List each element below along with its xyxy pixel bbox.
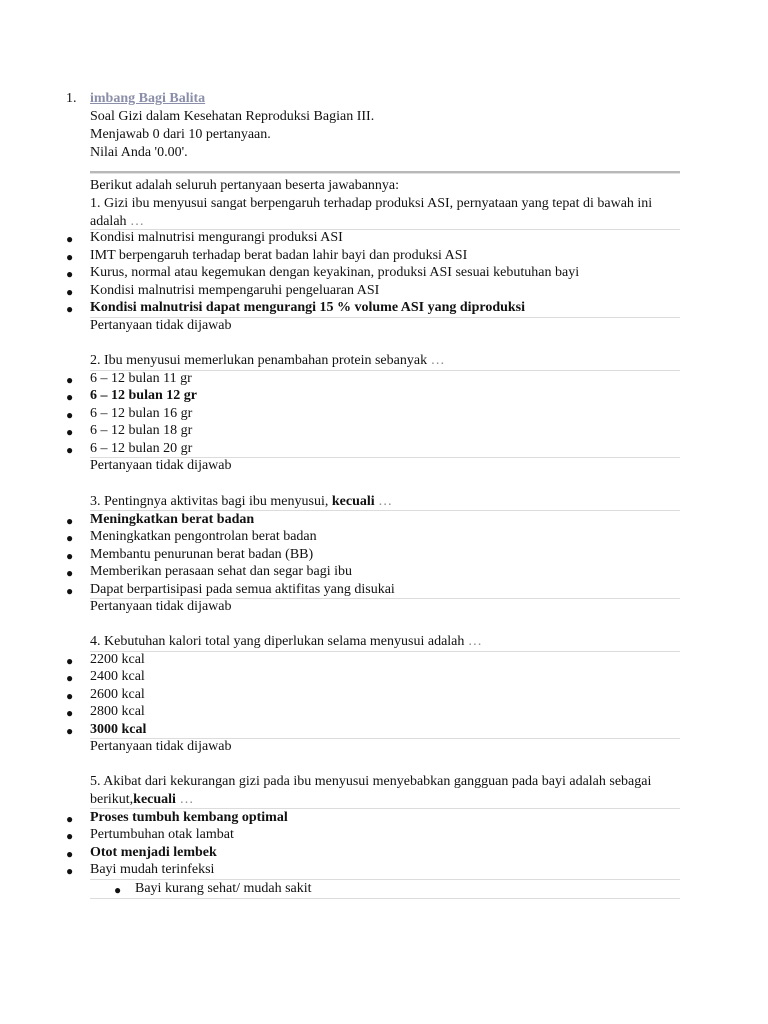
bullet-icon: ● bbox=[66, 232, 74, 246]
bullet-icon: ● bbox=[66, 531, 74, 545]
quiz-title-link[interactable]: imbang Bagi Balita bbox=[90, 91, 206, 106]
bullet-icon: ● bbox=[66, 654, 74, 668]
quiz-subtitle: Soal Gizi dalam Kesehatan Reproduksi Bagian III. bbox=[90, 109, 375, 124]
divider bbox=[90, 651, 680, 652]
question-1-text: 1. Gizi ibu menyusui sangat berpengaruh terhadap produksi ASI, pernyataan yang tepat di bawah ini adalah … bbox=[90, 196, 653, 229]
answer-option[interactable]: 6 – 12 bulan 11 gr bbox=[90, 371, 192, 386]
bullet-icon: ● bbox=[66, 706, 74, 720]
unanswered-status: Pertanyaan tidak dijawab bbox=[90, 318, 232, 333]
answer-option[interactable]: Dapat berpartisipasi pada semua aktifitas yang disukai bbox=[90, 582, 395, 597]
answer-option[interactable]: Meningkatkan pengontrolan berat badan bbox=[90, 529, 317, 544]
bullet-icon: ● bbox=[66, 373, 74, 387]
bullet-icon: ● bbox=[114, 883, 122, 897]
question-5-text: 5. Akibat dari kekurangan gizi pada ibu menyusui menyebabkan gangguan pada bayi adalah sebagai berikut,kecuali … bbox=[90, 774, 652, 807]
bullet-icon: ● bbox=[66, 584, 74, 598]
answer-option[interactable]: 2600 kcal bbox=[90, 687, 145, 702]
bullet-icon: ● bbox=[66, 267, 74, 281]
divider bbox=[90, 898, 680, 899]
unanswered-status: Pertanyaan tidak dijawab bbox=[90, 739, 232, 754]
correct-answer-option[interactable]: Proses tumbuh kembang optimal bbox=[90, 810, 288, 825]
bullet-icon: ● bbox=[66, 566, 74, 580]
correct-answer-option[interactable]: Otot menjadi lembek bbox=[90, 845, 217, 860]
bullet-icon: ● bbox=[66, 390, 74, 404]
score-summary: Menjawab 0 dari 10 pertanyaan. bbox=[90, 127, 271, 142]
divider bbox=[90, 879, 680, 880]
answer-option[interactable]: 6 – 12 bulan 18 gr bbox=[90, 423, 193, 438]
bullet-icon: ● bbox=[66, 829, 74, 843]
bullet-icon: ● bbox=[66, 425, 74, 439]
answer-option[interactable]: Kurus, normal atau kegemukan dengan keyakinan, produksi ASI sesuai kebutuhan bayi bbox=[90, 265, 580, 280]
bullet-icon: ● bbox=[66, 671, 74, 685]
answer-sub-option[interactable]: Bayi kurang sehat/ mudah sakit bbox=[135, 881, 312, 896]
correct-answer-option[interactable]: Meningkatkan berat badan bbox=[90, 512, 255, 527]
answer-option[interactable]: Kondisi malnutrisi mempengaruhi pengeluaran ASI bbox=[90, 283, 380, 298]
bullet-icon: ● bbox=[66, 285, 74, 299]
bullet-icon: ● bbox=[66, 302, 74, 316]
answer-option[interactable]: Pertumbuhan otak lambat bbox=[90, 827, 234, 842]
correct-answer-option[interactable]: 6 – 12 bulan 12 gr bbox=[90, 388, 197, 403]
grade-summary: Nilai Anda '0.00'. bbox=[90, 145, 188, 160]
divider bbox=[90, 510, 680, 511]
bullet-icon: ● bbox=[66, 443, 74, 457]
unanswered-status: Pertanyaan tidak dijawab bbox=[90, 599, 232, 614]
question-2-text: 2. Ibu menyusui memerlukan penambahan protein sebanyak … bbox=[90, 353, 445, 368]
bullet-icon: ● bbox=[66, 549, 74, 563]
question-3-text: 3. Pentingnya aktivitas bagi ibu menyusui, kecuali … bbox=[90, 494, 393, 509]
question-4-text: 4. Kebutuhan kalori total yang diperlukan selama menyusui adalah … bbox=[90, 634, 482, 649]
bullet-icon: ● bbox=[66, 864, 74, 878]
item-number: 1. bbox=[66, 91, 77, 106]
answer-option[interactable]: 2800 kcal bbox=[90, 704, 145, 719]
bullet-icon: ● bbox=[66, 724, 74, 738]
answer-option[interactable]: Membantu penurunan berat badan (BB) bbox=[90, 547, 314, 562]
answer-option[interactable]: 6 – 12 bulan 20 gr bbox=[90, 441, 193, 456]
correct-answer-option[interactable]: 3000 kcal bbox=[90, 722, 147, 737]
answer-option[interactable]: 2400 kcal bbox=[90, 669, 145, 684]
answer-option[interactable]: 2200 kcal bbox=[90, 652, 145, 667]
answer-option[interactable]: Bayi mudah terinfeksi bbox=[90, 862, 215, 877]
bullet-icon: ● bbox=[66, 514, 74, 528]
correct-answer-option[interactable]: Kondisi malnutrisi dapat mengurangi 15 % volume ASI yang diproduksi bbox=[90, 300, 526, 315]
answer-option[interactable]: Memberikan perasaan sehat dan segar bagi ibu bbox=[90, 564, 353, 579]
divider bbox=[90, 808, 680, 809]
bullet-icon: ● bbox=[66, 408, 74, 422]
answer-option[interactable]: 6 – 12 bulan 16 gr bbox=[90, 406, 193, 421]
unanswered-status: Pertanyaan tidak dijawab bbox=[90, 458, 232, 473]
bullet-icon: ● bbox=[66, 689, 74, 703]
bullet-icon: ● bbox=[66, 847, 74, 861]
bullet-icon: ● bbox=[66, 812, 74, 826]
answer-option[interactable]: Kondisi malnutrisi mengurangi produksi ASI bbox=[90, 230, 343, 245]
answer-option[interactable]: IMT berpengaruh terhadap berat badan lahir bayi dan produksi ASI bbox=[90, 248, 468, 263]
section-divider bbox=[90, 171, 680, 174]
intro-text: Berikut adalah seluruh pertanyaan beserta jawabannya: bbox=[90, 178, 400, 193]
bullet-icon: ● bbox=[66, 250, 74, 264]
